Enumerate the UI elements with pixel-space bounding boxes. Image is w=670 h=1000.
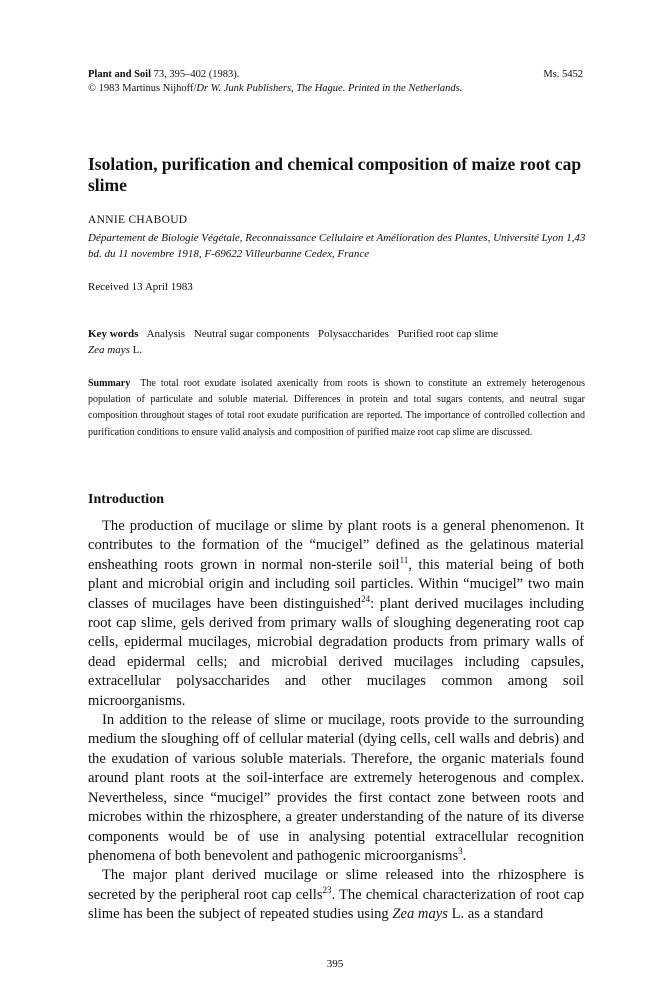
citation-ref: 3 — [458, 846, 463, 857]
running-header — [88, 68, 583, 96]
paragraph: The major plant derived mucilage or slime released into the rhizosphere is secreted by the peripheral root cap cells$^{23}$. The chemical characterization of root cap slime has been the subject of repeated studies using Zea mays L. as a standard — [88, 867, 584, 923]
paragraph: In addition to the release of slime or mucilage, roots provide to the surrounding medium the sloughing off of cellular material (dying cells, cell walls and debris) and the exudation of various soluble materials. Therefore, the organic materials found around plant roots at the soil-interface are extremely heterogenous and complex. Nevertheless, since “mucigel” provides the first contact zone between roots and microbes within the rhizosphere, a greater understanding of the nature of its diverse components would be of use in analysing potential extracellular recognition phenomena of both benevolent and pathogenic microorganisms$^3$. — [88, 712, 584, 864]
introduction-body — [88, 517, 584, 925]
paragraph: The production of mucilage or slime by plant roots is a general phenomenon. It contributes to the formation of the “mucigel” defined as the gelatinous material ensheathing roots grown in normal non-sterile soil$^{11}$, this material being of both plant and microbial origin and including soil particles. Within “mucigel” two main classes of mucilages have been distinguished$^{24}$: plant derived mucilages including root cap slime, gels derived from primary walls of sloughing degenerating root cap cells, epidermal mucilages, microbial degradation products from primary walls of dead epidermal cells; and microbial derived mucilages including capsules, extracellular polysaccharides and other mucilages common among soil microorganisms. — [88, 518, 584, 709]
keyword-species: Zea mays — [88, 344, 130, 356]
author-affiliation: Département de Biologie Végétale, Reconnaissance Cellulaire et Amélioration des Plantes, Université Lyon 1,43 bd. du 11 novembre 1918, F-69622 Villeurbanne Cedex, France — [88, 232, 586, 260]
journal-name: Plant and Soil — [88, 69, 152, 80]
introduction-heading: Introduction — [88, 492, 164, 507]
copyright-line — [88, 82, 583, 96]
keyword-species-suffix: L. — [129, 344, 143, 356]
publisher-line: Dr W. Junk Publishers, The Hague. Printed in the Netherlands. — [196, 83, 463, 94]
summary-label: Summary — [88, 378, 131, 389]
copyright-prefix: © 1983 Martinus Nijhoff/ — [88, 83, 197, 94]
keyword: Purified root cap slime — [397, 328, 499, 340]
page-number: 395 — [326, 958, 344, 970]
summary-text: The total root exudate isolated axenically from roots is shown to constitute an extremely heterogenous population of particulate and soluble material. Differences in protein and total sugars contents, and neutral sugar composition throughout stages of total root exudate purification are reported. The importance of controlled collection and purification conditions to ensure valid analysis and composition of purified maize root cap slime are discussed. — [88, 378, 585, 438]
citation-ref: 24 — [361, 593, 371, 604]
author-name: ANNIE CHABOUD — [88, 214, 188, 226]
summary — [88, 376, 585, 441]
keyword: Polysaccharides — [318, 328, 389, 340]
keywords-label: Key words — [88, 328, 139, 340]
species-name: Zea mays — [392, 906, 448, 923]
manuscript-number: Ms. 5452 — [543, 69, 583, 80]
keyword: Analysis — [146, 328, 186, 340]
citation-ref: 11 — [399, 554, 409, 565]
citation-ref: 23 — [322, 884, 332, 895]
keyword: Neutral sugar components — [193, 328, 310, 340]
citation — [88, 68, 239, 82]
article-title: Isolation, purification and chemical composition of maize root cap slime — [88, 154, 582, 195]
volume-pages: 73, 395–402 (1983). — [151, 69, 240, 80]
received-date: Received 13 April 1983 — [88, 281, 193, 293]
keywords — [88, 326, 584, 358]
